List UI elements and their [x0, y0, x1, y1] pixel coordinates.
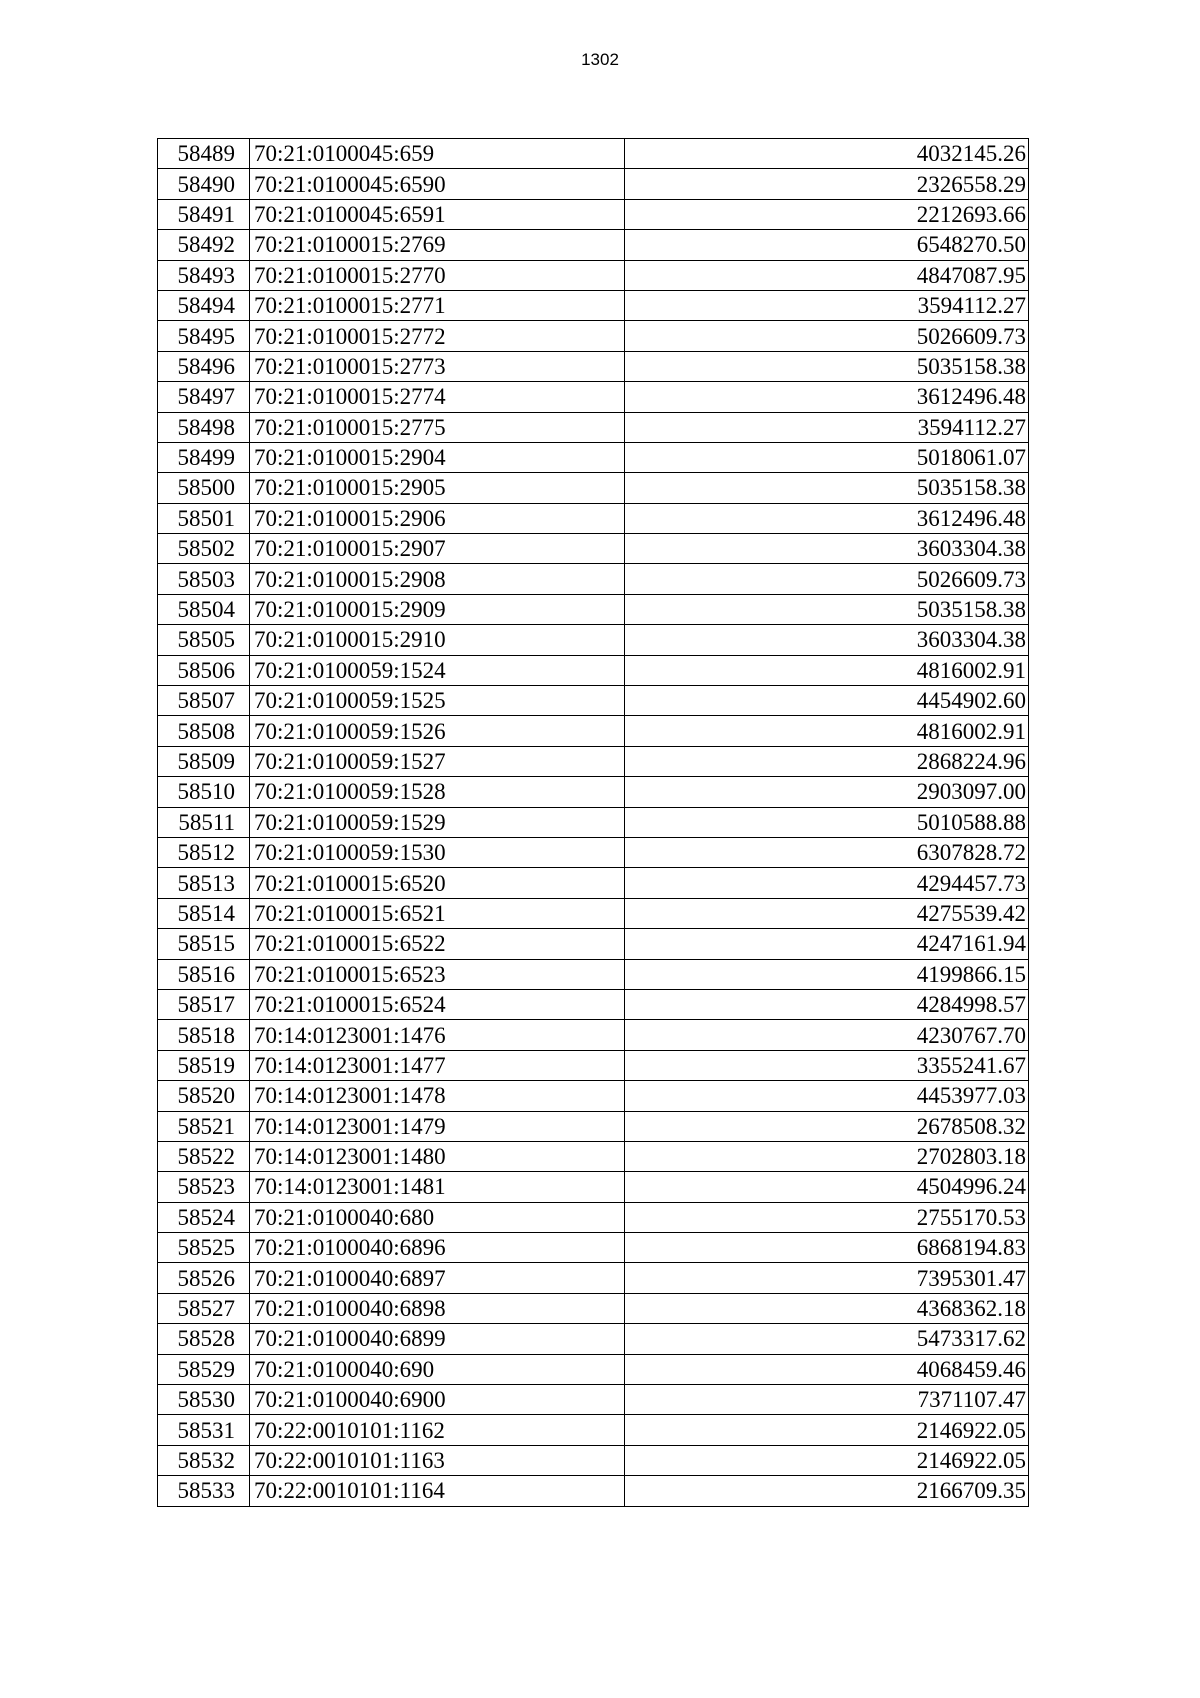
cadastral-value-cell: 3594112.27	[625, 412, 1029, 442]
cadastral-number-cell: 70:21:0100015:2910	[250, 625, 625, 655]
row-number-cell: 58529	[158, 1354, 250, 1384]
table-row	[158, 1445, 1029, 1475]
cadastral-number-cell: 70:21:0100015:2905	[250, 473, 625, 503]
cadastral-number-cell: 70:21:0100015:6522	[250, 929, 625, 959]
table-row	[158, 655, 1029, 685]
cadastral-value-cell: 2146922.05	[625, 1445, 1029, 1475]
table-row	[158, 746, 1029, 776]
table-row	[158, 473, 1029, 503]
row-number-cell: 58513	[158, 868, 250, 898]
cadastral-value-cell: 7371107.47	[625, 1385, 1029, 1415]
cadastral-value-cell: 3594112.27	[625, 290, 1029, 320]
cadastral-value-cell: 4294457.73	[625, 868, 1029, 898]
cadastral-number-cell: 70:21:0100015:2771	[250, 290, 625, 320]
cadastral-value-cell: 4847087.95	[625, 260, 1029, 290]
table-row	[158, 716, 1029, 746]
table-row	[158, 1263, 1029, 1293]
cadastral-value-cell: 2166709.35	[625, 1476, 1029, 1506]
row-number-cell: 58510	[158, 777, 250, 807]
row-number-cell: 58528	[158, 1324, 250, 1354]
table-row	[158, 503, 1029, 533]
cadastral-number-cell: 70:21:0100045:659	[250, 139, 625, 169]
cadastral-value-cell: 5035158.38	[625, 594, 1029, 624]
row-number-cell: 58508	[158, 716, 250, 746]
table-row	[158, 837, 1029, 867]
table-row	[158, 807, 1029, 837]
table-row	[158, 959, 1029, 989]
table-row	[158, 534, 1029, 564]
cadastral-number-cell: 70:21:0100045:6590	[250, 169, 625, 199]
cadastral-value-cell: 4068459.46	[625, 1354, 1029, 1384]
cadastral-value-cell: 2702803.18	[625, 1141, 1029, 1171]
table-row	[158, 1233, 1029, 1263]
row-number-cell: 58527	[158, 1293, 250, 1323]
row-number-cell: 58491	[158, 199, 250, 229]
row-number-cell: 58503	[158, 564, 250, 594]
table-row	[158, 260, 1029, 290]
row-number-cell: 58515	[158, 929, 250, 959]
table-row	[158, 1050, 1029, 1080]
table-row	[158, 989, 1029, 1019]
table-row	[158, 199, 1029, 229]
row-number-cell: 58501	[158, 503, 250, 533]
table-row	[158, 686, 1029, 716]
table-row	[158, 1293, 1029, 1323]
cadastral-number-cell: 70:22:0010101:1164	[250, 1476, 625, 1506]
row-number-cell: 58489	[158, 139, 250, 169]
table-row	[158, 1020, 1029, 1050]
cadastral-value-table	[157, 138, 1029, 1507]
row-number-cell: 58500	[158, 473, 250, 503]
table-row	[158, 1476, 1029, 1506]
cadastral-number-cell: 70:21:0100015:6521	[250, 898, 625, 928]
row-number-cell: 58530	[158, 1385, 250, 1415]
cadastral-value-cell: 5026609.73	[625, 564, 1029, 594]
cadastral-value-cell: 4284998.57	[625, 989, 1029, 1019]
cadastral-number-cell: 70:21:0100040:6900	[250, 1385, 625, 1415]
cadastral-value-cell: 5010588.88	[625, 807, 1029, 837]
row-number-cell: 58509	[158, 746, 250, 776]
row-number-cell: 58512	[158, 837, 250, 867]
row-number-cell: 58506	[158, 655, 250, 685]
cadastral-value-cell: 7395301.47	[625, 1263, 1029, 1293]
cadastral-number-cell: 70:14:0123001:1476	[250, 1020, 625, 1050]
cadastral-number-cell: 70:21:0100015:2907	[250, 534, 625, 564]
cadastral-number-cell: 70:14:0123001:1480	[250, 1141, 625, 1171]
row-number-cell: 58495	[158, 321, 250, 351]
table-row	[158, 1354, 1029, 1384]
cadastral-value-cell: 5035158.38	[625, 351, 1029, 381]
cadastral-value-cell: 5473317.62	[625, 1324, 1029, 1354]
page-number: 1302	[581, 50, 619, 69]
cadastral-number-cell: 70:22:0010101:1162	[250, 1415, 625, 1445]
cadastral-value-cell: 5026609.73	[625, 321, 1029, 351]
cadastral-number-cell: 70:21:0100015:2773	[250, 351, 625, 381]
cadastral-number-cell: 70:21:0100045:6591	[250, 199, 625, 229]
cadastral-number-cell: 70:21:0100059:1528	[250, 777, 625, 807]
table-row	[158, 1141, 1029, 1171]
cadastral-value-cell: 2212693.66	[625, 199, 1029, 229]
row-number-cell: 58511	[158, 807, 250, 837]
cadastral-number-cell: 70:14:0123001:1478	[250, 1081, 625, 1111]
cadastral-value-cell: 4816002.91	[625, 655, 1029, 685]
cadastral-value-cell: 4247161.94	[625, 929, 1029, 959]
row-number-cell: 58526	[158, 1263, 250, 1293]
cadastral-value-cell: 2146922.05	[625, 1415, 1029, 1445]
cadastral-value-cell: 5018061.07	[625, 442, 1029, 472]
row-number-cell: 58502	[158, 534, 250, 564]
cadastral-number-cell: 70:21:0100015:6523	[250, 959, 625, 989]
cadastral-number-cell: 70:21:0100015:2906	[250, 503, 625, 533]
cadastral-value-cell: 3603304.38	[625, 534, 1029, 564]
cadastral-number-cell: 70:21:0100015:2769	[250, 230, 625, 260]
table-row	[158, 382, 1029, 412]
cadastral-number-cell: 70:21:0100059:1524	[250, 655, 625, 685]
table-row	[158, 625, 1029, 655]
table-row	[158, 1081, 1029, 1111]
row-number-cell: 58492	[158, 230, 250, 260]
cadastral-value-cell: 2678508.32	[625, 1111, 1029, 1141]
cadastral-value-cell: 4453977.03	[625, 1081, 1029, 1111]
row-number-cell: 58499	[158, 442, 250, 472]
table-row	[158, 1324, 1029, 1354]
cadastral-value-cell: 2868224.96	[625, 746, 1029, 776]
cadastral-value-cell: 4454902.60	[625, 686, 1029, 716]
row-number-cell: 58533	[158, 1476, 250, 1506]
table-row	[158, 1385, 1029, 1415]
cadastral-value-cell: 4504996.24	[625, 1172, 1029, 1202]
table-row	[158, 351, 1029, 381]
cadastral-number-cell: 70:21:0100059:1525	[250, 686, 625, 716]
table-row	[158, 412, 1029, 442]
table-row	[158, 230, 1029, 260]
cadastral-value-cell: 4816002.91	[625, 716, 1029, 746]
cadastral-value-cell: 5035158.38	[625, 473, 1029, 503]
cadastral-number-cell: 70:21:0100015:2908	[250, 564, 625, 594]
cadastral-value-cell: 4275539.42	[625, 898, 1029, 928]
cadastral-value-cell: 2903097.00	[625, 777, 1029, 807]
cadastral-value-cell: 4199866.15	[625, 959, 1029, 989]
row-number-cell: 58517	[158, 989, 250, 1019]
cadastral-number-cell: 70:21:0100040:6896	[250, 1233, 625, 1263]
cadastral-value-cell: 4368362.18	[625, 1293, 1029, 1323]
cadastral-number-cell: 70:21:0100059:1530	[250, 837, 625, 867]
row-number-cell: 58505	[158, 625, 250, 655]
cadastral-value-cell: 3355241.67	[625, 1050, 1029, 1080]
cadastral-number-cell: 70:22:0010101:1163	[250, 1445, 625, 1475]
row-number-cell: 58524	[158, 1202, 250, 1232]
row-number-cell: 58518	[158, 1020, 250, 1050]
table-row	[158, 1111, 1029, 1141]
table-row	[158, 777, 1029, 807]
cadastral-number-cell: 70:21:0100040:6898	[250, 1293, 625, 1323]
cadastral-number-cell: 70:21:0100059:1527	[250, 746, 625, 776]
cadastral-number-cell: 70:21:0100059:1529	[250, 807, 625, 837]
cadastral-number-cell: 70:21:0100015:2909	[250, 594, 625, 624]
table-row	[158, 1415, 1029, 1445]
table-row	[158, 1172, 1029, 1202]
row-number-cell: 58516	[158, 959, 250, 989]
cadastral-value-cell: 6548270.50	[625, 230, 1029, 260]
row-number-cell: 58490	[158, 169, 250, 199]
table-row	[158, 868, 1029, 898]
table-row	[158, 139, 1029, 169]
table-row	[158, 169, 1029, 199]
row-number-cell: 58531	[158, 1415, 250, 1445]
table-body	[158, 139, 1029, 1507]
cadastral-number-cell: 70:21:0100040:680	[250, 1202, 625, 1232]
table-row	[158, 564, 1029, 594]
cadastral-value-cell: 2326558.29	[625, 169, 1029, 199]
cadastral-value-cell: 6868194.83	[625, 1233, 1029, 1263]
row-number-cell: 58522	[158, 1141, 250, 1171]
cadastral-number-cell: 70:21:0100015:2775	[250, 412, 625, 442]
cadastral-number-cell: 70:21:0100059:1526	[250, 716, 625, 746]
cadastral-number-cell: 70:14:0123001:1477	[250, 1050, 625, 1080]
cadastral-value-cell: 3603304.38	[625, 625, 1029, 655]
table-row	[158, 1202, 1029, 1232]
table-row	[158, 442, 1029, 472]
row-number-cell: 58520	[158, 1081, 250, 1111]
row-number-cell: 58497	[158, 382, 250, 412]
row-number-cell: 58525	[158, 1233, 250, 1263]
row-number-cell: 58521	[158, 1111, 250, 1141]
cadastral-number-cell: 70:21:0100040:6899	[250, 1324, 625, 1354]
row-number-cell: 58496	[158, 351, 250, 381]
row-number-cell: 58507	[158, 686, 250, 716]
table-row	[158, 898, 1029, 928]
row-number-cell: 58514	[158, 898, 250, 928]
cadastral-number-cell: 70:21:0100015:6524	[250, 989, 625, 1019]
table-row	[158, 290, 1029, 320]
cadastral-value-cell: 6307828.72	[625, 837, 1029, 867]
cadastral-number-cell: 70:14:0123001:1481	[250, 1172, 625, 1202]
cadastral-value-cell: 2755170.53	[625, 1202, 1029, 1232]
cadastral-value-cell: 3612496.48	[625, 503, 1029, 533]
cadastral-value-cell: 4032145.26	[625, 139, 1029, 169]
row-number-cell: 58504	[158, 594, 250, 624]
row-number-cell: 58523	[158, 1172, 250, 1202]
cadastral-value-cell: 3612496.48	[625, 382, 1029, 412]
table-row	[158, 594, 1029, 624]
cadastral-number-cell: 70:21:0100040:690	[250, 1354, 625, 1384]
row-number-cell: 58494	[158, 290, 250, 320]
cadastral-number-cell: 70:21:0100015:2904	[250, 442, 625, 472]
cadastral-number-cell: 70:21:0100015:6520	[250, 868, 625, 898]
cadastral-value-cell: 4230767.70	[625, 1020, 1029, 1050]
row-number-cell: 58519	[158, 1050, 250, 1080]
table-row	[158, 321, 1029, 351]
cadastral-number-cell: 70:14:0123001:1479	[250, 1111, 625, 1141]
row-number-cell: 58532	[158, 1445, 250, 1475]
cadastral-number-cell: 70:21:0100015:2774	[250, 382, 625, 412]
cadastral-number-cell: 70:21:0100015:2772	[250, 321, 625, 351]
row-number-cell: 58493	[158, 260, 250, 290]
cadastral-number-cell: 70:21:0100040:6897	[250, 1263, 625, 1293]
row-number-cell: 58498	[158, 412, 250, 442]
table-row	[158, 929, 1029, 959]
cadastral-number-cell: 70:21:0100015:2770	[250, 260, 625, 290]
